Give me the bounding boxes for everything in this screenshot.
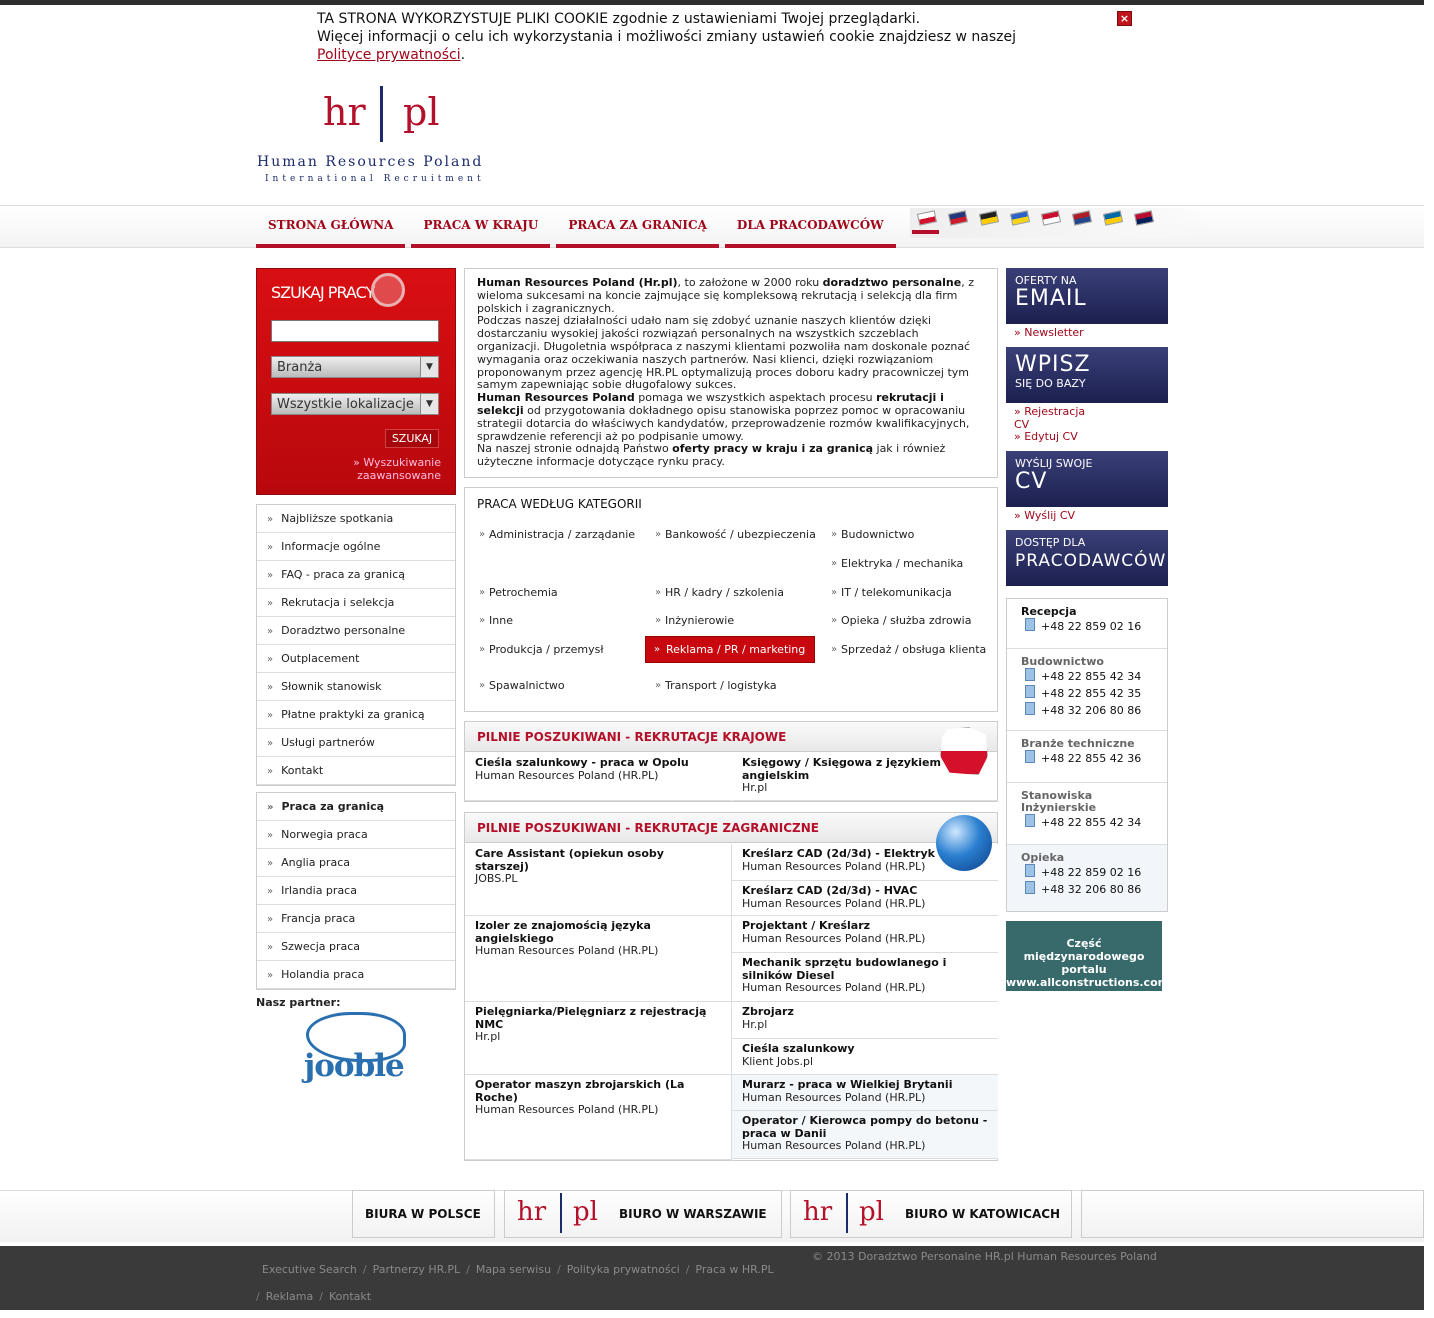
register-banner-small: SIĘ DO BAZY	[1015, 377, 1086, 390]
intro-b5: oferty pracy w kraju i za granicą	[672, 442, 874, 456]
globe-icon	[936, 815, 992, 871]
logo-subtitle: International Recruitment	[265, 174, 485, 184]
intro-b2: doradztwo personalne	[822, 276, 962, 289]
menu-item[interactable]: » Informacje ogólne	[257, 533, 455, 561]
category-link[interactable]: » Bankowość / ubezpieczenia	[653, 528, 823, 541]
urgent-domestic-box	[464, 721, 998, 802]
menu-item[interactable]: » Szwecja praca	[257, 933, 455, 961]
logo-name: Human Resources Poland	[257, 154, 484, 170]
job-company: Hr.pl	[475, 1030, 501, 1043]
menu-item[interactable]: » Outplacement	[257, 645, 455, 673]
phone-number[interactable]: +48 32 206 80 86	[1021, 702, 1153, 719]
job-listing[interactable]	[465, 916, 731, 1002]
job-listing[interactable]	[732, 916, 998, 953]
send-cv-widget[interactable]	[1006, 451, 1168, 523]
job-listing[interactable]	[465, 1075, 731, 1160]
email-banner-small: OFERTY NA	[1015, 274, 1077, 287]
menu-item[interactable]: » Usługi partnerów	[257, 729, 455, 757]
job-listing[interactable]	[732, 1039, 998, 1075]
edit-cv-link[interactable]: » Edytuj CV	[1006, 431, 1168, 444]
offices-poland-label: BIURA W POLSCE	[365, 1207, 481, 1221]
job-title[interactable]: Cieśla szalunkowy	[742, 1042, 855, 1055]
job-listing[interactable]	[732, 1111, 998, 1159]
register-widget[interactable]	[1006, 347, 1168, 444]
office-warsaw-button[interactable]	[504, 1190, 782, 1238]
employer-banner[interactable]	[1006, 530, 1168, 586]
register-banner-large: WPISZ	[1015, 352, 1091, 377]
category-link[interactable]: » Inżynierowie	[653, 614, 823, 627]
job-company: Human Resources Poland (HR.PL)	[742, 896, 926, 910]
employer-banner-large: PRACODAWCÓW	[1015, 551, 1167, 571]
job-company: Klient Jobs.pl	[742, 1054, 814, 1068]
menu-item[interactable]: » Doradztwo personalne	[257, 617, 455, 645]
category-active[interactable]: » Reklama / PR / marketing	[645, 636, 815, 663]
category-link[interactable]: » Opieka / służba zdrowia	[829, 614, 999, 627]
menu-item[interactable]: » Anglia praca	[257, 849, 455, 877]
category-link[interactable]: » Sprzedaż / obsługa klienta	[829, 643, 999, 656]
category-link[interactable]: » Budownictwo	[829, 528, 999, 541]
language-flags	[910, 208, 1210, 238]
hr-logo-bar	[846, 1193, 848, 1233]
contact-group-title: Stanowiska Inżynierskie	[1021, 789, 1097, 814]
category-link[interactable]: » Spawalnictwo	[477, 679, 647, 692]
contact-group-title: Recepcja	[1021, 605, 1077, 618]
category-link[interactable]: » Inne	[477, 614, 647, 627]
email-banner[interactable]	[1006, 268, 1168, 324]
intro-b3: Human Resources Poland	[477, 391, 635, 405]
allc-line-3: www.allconstructions.com	[1006, 976, 1170, 989]
link-separator: /	[362, 1263, 367, 1276]
job-title[interactable]: Pielęgniarka/Pielęgniarz z rejestracją NMC	[475, 1005, 707, 1031]
menu-item[interactable]: » Najbliższe spotkania	[257, 505, 455, 533]
flag-nl-icon[interactable]	[1072, 210, 1092, 225]
category-link[interactable]: » HR / kadry / szkolenia	[653, 586, 823, 599]
office-katowice-label: BIURO W KATOWICACH	[905, 1207, 1061, 1221]
offices-poland-button[interactable]	[352, 1190, 495, 1238]
hr-logo-text: hr	[517, 1197, 547, 1227]
menu-item[interactable]: » Płatne praktyki za granicą	[257, 701, 455, 729]
partner-label: Nasz partner:	[256, 996, 341, 1009]
nav-jobs-poland[interactable]: PRACA W KRAJU	[411, 210, 550, 248]
footer-link[interactable]: Partnerzy HR.PL	[372, 1263, 461, 1276]
hr-logo-text: hr	[803, 1197, 833, 1227]
job-company: Hr.pl	[742, 781, 768, 794]
menu-item[interactable]: » Słownik stanowisk	[257, 673, 455, 701]
job-title[interactable]: Care Assistant (opiekun osoby starszej)	[475, 847, 664, 873]
job-listing[interactable]	[732, 881, 998, 916]
pl-logo-text: pl	[573, 1197, 598, 1227]
phone-number[interactable]: +48 22 859 02 16	[1021, 618, 1153, 635]
contact-group	[1007, 731, 1167, 783]
jooble-wordmark: jooble	[304, 1048, 404, 1084]
phone-number[interactable]: +48 22 855 42 34	[1021, 668, 1153, 685]
privacy-policy-link[interactable]: Polityce prywatności	[317, 47, 461, 63]
footer-link[interactable]: Mapa serwisu	[475, 1263, 552, 1276]
email-banner-large: EMAIL	[1015, 286, 1087, 311]
nav-jobs-abroad[interactable]: PRACA ZA GRANICĄ	[556, 210, 719, 248]
job-listing[interactable]	[732, 953, 998, 1002]
footer-link[interactable]: Kontakt	[328, 1290, 372, 1303]
menu-item[interactable]: » Holandia praca	[257, 961, 455, 989]
job-company: Hr.pl	[742, 1017, 768, 1031]
job-title[interactable]: Kreślarz CAD (2d/3d) - Elektryk	[742, 847, 935, 860]
contact-group-title: Budownictwo	[1021, 655, 1104, 668]
intro-b4: rekrutacji i selekcji	[477, 391, 944, 417]
link-separator: /	[685, 1263, 690, 1276]
branch-select-value: Branża	[277, 360, 323, 375]
menu-item[interactable]: » Norwegia praca	[257, 821, 455, 849]
main-nav	[256, 210, 902, 248]
job-search-box	[256, 268, 456, 495]
menu-heading[interactable]: » Praca za granicą	[257, 793, 455, 821]
cookie-close-icon[interactable]: ×	[1117, 11, 1132, 26]
link-separator: /	[319, 1290, 323, 1303]
job-company: Human Resources Poland (HR.PL)	[475, 1103, 659, 1116]
branch-select[interactable]	[271, 356, 439, 378]
search-input[interactable]	[271, 320, 439, 342]
intro-p2: Podczas naszej działalności udało nam się zdobyć uznanie naszych klientów dzięki dostarczaniu wysokiej jakości rozwiązań personalnych na wszystkich szczeblach organizacji. Długoletnia współpraca z naszymi klientami pozwoliła nam doskonale poznać wymagania oraz oczekiwania naszych partnerów. Nasi klienci, dzięki rozwiązaniom proponowanym przez agencję HR.PL optymalizują proces doboru kadry pracowniczej tym samym zapewniając sobie długofalowy sukces.	[477, 314, 971, 392]
flag-no-icon[interactable]	[1134, 210, 1154, 225]
job-title[interactable]: Izoler ze znajomością języka angielskiego	[475, 919, 651, 945]
employer-access-widget[interactable]	[1006, 530, 1168, 586]
send-cv-banner[interactable]	[1006, 451, 1168, 507]
allconstructions-banner[interactable]	[1006, 921, 1170, 991]
employer-banner-small: DOSTĘP DLA	[1015, 536, 1086, 549]
job-company: Human Resources Poland (HR.PL)	[742, 859, 926, 873]
categories-title: PRACA WEDŁUG KATEGORII	[477, 497, 642, 511]
job-company: Human Resources Poland (HR.PL)	[742, 1139, 926, 1152]
flag-uk-icon[interactable]	[948, 210, 968, 225]
abroad-menu	[256, 792, 456, 990]
contact-phones	[1006, 598, 1168, 912]
info-menu	[256, 504, 456, 786]
active-language-indicator	[912, 230, 939, 234]
categories-box	[464, 487, 998, 712]
cookie-notice	[317, 10, 1117, 64]
menu-item[interactable]: » Francja praca	[257, 905, 455, 933]
intro-t6: jak i również użyteczne informacje dotyczące rynku pracy.	[477, 442, 946, 469]
menu-item[interactable]: » FAQ - praca za granicą	[257, 561, 455, 589]
job-company: Human Resources Poland (HR.PL)	[475, 944, 659, 957]
footer-link[interactable]: Praca w HR.PL	[695, 1263, 774, 1276]
register-cv-link[interactable]: » Rejestracja CV	[1006, 406, 1096, 431]
logo-pl: pl	[403, 90, 440, 134]
job-listing[interactable]	[465, 1002, 731, 1075]
contact-group	[1007, 599, 1167, 649]
logo-bar	[380, 86, 383, 142]
job-title[interactable]: Cieśla szalunkowy - praca w Opolu	[475, 756, 689, 769]
intro-t2: , z wieloma sukcesami na koncie zajmujące się kompleksową rekrutacją i selekcją dla firm polskich i zagranicznych.	[477, 276, 974, 315]
search-title: SZUKAJ PRACY	[271, 283, 375, 302]
footer-links	[256, 1256, 806, 1310]
job-title[interactable]: Księgowy / Księgowa z językiem angielskim	[742, 756, 941, 782]
job-listing[interactable]	[732, 1002, 998, 1039]
link-separator: /	[466, 1263, 470, 1276]
top-bar	[0, 0, 1424, 5]
flag-pl-icon[interactable]	[917, 210, 937, 225]
job-company: JOBS.PL	[475, 872, 518, 885]
site-logo[interactable]	[255, 86, 510, 188]
category-link[interactable]: » Elektryka / mechanika	[829, 557, 999, 570]
intro-b1: Human Resources Poland (Hr.pl)	[477, 276, 678, 289]
send-cv-banner-large: CV	[1015, 469, 1048, 494]
cookie-line-2: Więcej informacji o celu ich wykorzystania i możliwości zmiany ustawień cookie znajdziesz w naszej	[317, 29, 1017, 45]
search-button[interactable]: SZUKAJ	[385, 429, 439, 448]
job-company: Human Resources Poland (HR.PL)	[742, 931, 926, 945]
email-offers-widget[interactable]	[1006, 268, 1168, 340]
chevron-down-icon: ▼	[420, 394, 438, 414]
nav-employers[interactable]: DLA PRACODAWCÓW	[725, 210, 896, 248]
flag-ua-icon[interactable]	[1010, 210, 1030, 225]
category-link[interactable]: » Produkcja / przemysł	[477, 643, 647, 656]
link-separator: /	[557, 1263, 561, 1276]
copyright: © 2013 Doradztwo Personalne HR.pl Human Resources Poland	[812, 1250, 1157, 1263]
phone-number[interactable]: +48 22 855 42 36	[1021, 750, 1153, 767]
job-title[interactable]: Operator / Kierowca pompy do betonu - praca w Danii	[742, 1114, 988, 1140]
intro-t3: pomaga we wszystkich aspektach procesu	[634, 391, 877, 405]
urgent-domestic-title: PILNIE POSZUKIWANI - REKRUTACJE KRAJOWE	[465, 722, 997, 752]
intro-t1: , to założone w 2000 roku	[677, 276, 823, 289]
menu-item[interactable]: » Kontakt	[257, 757, 455, 785]
footer-link[interactable]: Reklama	[265, 1290, 314, 1303]
job-company: Human Resources Poland (HR.PL)	[742, 1090, 926, 1104]
advanced-search-link[interactable]: » Wyszukiwanie zaawansowane	[353, 456, 441, 482]
urgent-abroad-title: PILNIE POSZUKIWANI - REKRUTACJE ZAGRANICZNE	[465, 813, 997, 843]
intro-t5: Na naszej stronie odnajdą Państwo	[477, 442, 673, 456]
footer-dark	[0, 1246, 1424, 1310]
phone-number[interactable]: +48 22 859 02 16	[1021, 864, 1153, 881]
jooble-logo[interactable]	[300, 1010, 410, 1095]
cookie-line-1: TA STRONA WYKORZYSTUJE PLIKI COOKIE zgodnie z ustawieniami Twojej przeglądarki.	[317, 11, 921, 27]
cookie-end: .	[460, 47, 466, 63]
contact-group-title: Opieka	[1021, 851, 1065, 864]
contact-group-title: Branże techniczne	[1021, 737, 1135, 750]
footer-link[interactable]: Executive Search	[262, 1263, 357, 1276]
job-title[interactable]: Zbrojarz	[742, 1005, 794, 1018]
footer-link[interactable]: Polityka prywatności	[566, 1263, 680, 1276]
pl-logo-text: pl	[859, 1197, 884, 1227]
phone-number[interactable]: +48 22 855 42 34	[1021, 814, 1153, 831]
poland-map-icon	[940, 727, 988, 775]
intro-text	[464, 268, 998, 478]
footer-empty-box	[1081, 1190, 1424, 1238]
category-link[interactable]: » Petrochemia	[477, 586, 647, 599]
nav-home[interactable]: STRONA GŁÓWNA	[256, 210, 405, 248]
intro-t4: od przygotowania dokładnego opisu stanowiska poprzez pomoc w opracowaniu strategii dotarcia do właściwych kandydatów, przeprowadzenie rozmów kwalifikacyjnych, sprawdzenie referencji aż po podpisanie umowy.	[477, 403, 970, 443]
contact-group	[1007, 783, 1167, 845]
logo-hr: hr	[323, 90, 366, 134]
urgent-abroad-box	[464, 812, 998, 1161]
newsletter-link[interactable]: » Newsletter	[1006, 327, 1168, 340]
job-title[interactable]: Operator maszyn zbrojarskich (La Roche)	[475, 1078, 685, 1104]
category-link[interactable]: » IT / telekomunikacja	[829, 586, 999, 599]
column-divider	[731, 844, 732, 1161]
menu-item[interactable]: » Rekrutacja i selekcja	[257, 589, 455, 617]
menu-item[interactable]: » Irlandia praca	[257, 877, 455, 905]
send-cv-link[interactable]: » Wyślij CV	[1006, 510, 1168, 523]
contact-group	[1007, 649, 1167, 731]
magnifier-icon	[371, 273, 405, 307]
category-link[interactable]: » Administracja / zarządanie	[477, 528, 647, 541]
job-company: Human Resources Poland (HR.PL)	[475, 768, 659, 782]
office-warsaw-label: BIURO W WARSZAWIE	[619, 1207, 767, 1221]
phone-number[interactable]: +48 22 855 42 35	[1021, 685, 1153, 702]
send-cv-banner-small: WYŚLIJ SWOJE	[1015, 457, 1093, 470]
flag-dk-icon[interactable]	[1041, 210, 1061, 225]
job-title[interactable]: Mechanik sprzętu budowlanego i silników Diesel	[742, 956, 947, 982]
link-separator: /	[256, 1290, 260, 1303]
flag-se-icon[interactable]	[1103, 210, 1123, 225]
phone-number[interactable]: +48 32 206 80 86	[1021, 881, 1153, 898]
category-link[interactable]: » Transport / logistyka	[653, 679, 823, 692]
allc-line-2: portalu	[1061, 963, 1107, 976]
job-title[interactable]: Projektant / Kreślarz	[742, 919, 871, 932]
job-listing[interactable]	[465, 844, 731, 916]
job-listing[interactable]	[732, 1075, 998, 1111]
chevron-down-icon: ▼	[420, 357, 438, 377]
register-banner[interactable]	[1006, 347, 1168, 403]
job-listing[interactable]	[465, 753, 731, 801]
job-company: Human Resources Poland (HR.PL)	[742, 981, 926, 994]
office-katowice-button[interactable]	[790, 1190, 1072, 1238]
job-title[interactable]: Murarz - praca w Wielkiej Brytanii	[742, 1078, 953, 1091]
job-title[interactable]: Kreślarz CAD (2d/3d) - HVAC	[742, 884, 918, 897]
allc-line-1: Część międzynarodowego	[1023, 937, 1145, 963]
location-select-value: Wszystkie lokalizacje	[277, 397, 414, 412]
contact-group	[1007, 845, 1167, 911]
location-select[interactable]	[271, 393, 439, 415]
hr-logo-bar	[560, 1193, 562, 1233]
flag-de-icon[interactable]	[979, 210, 999, 225]
